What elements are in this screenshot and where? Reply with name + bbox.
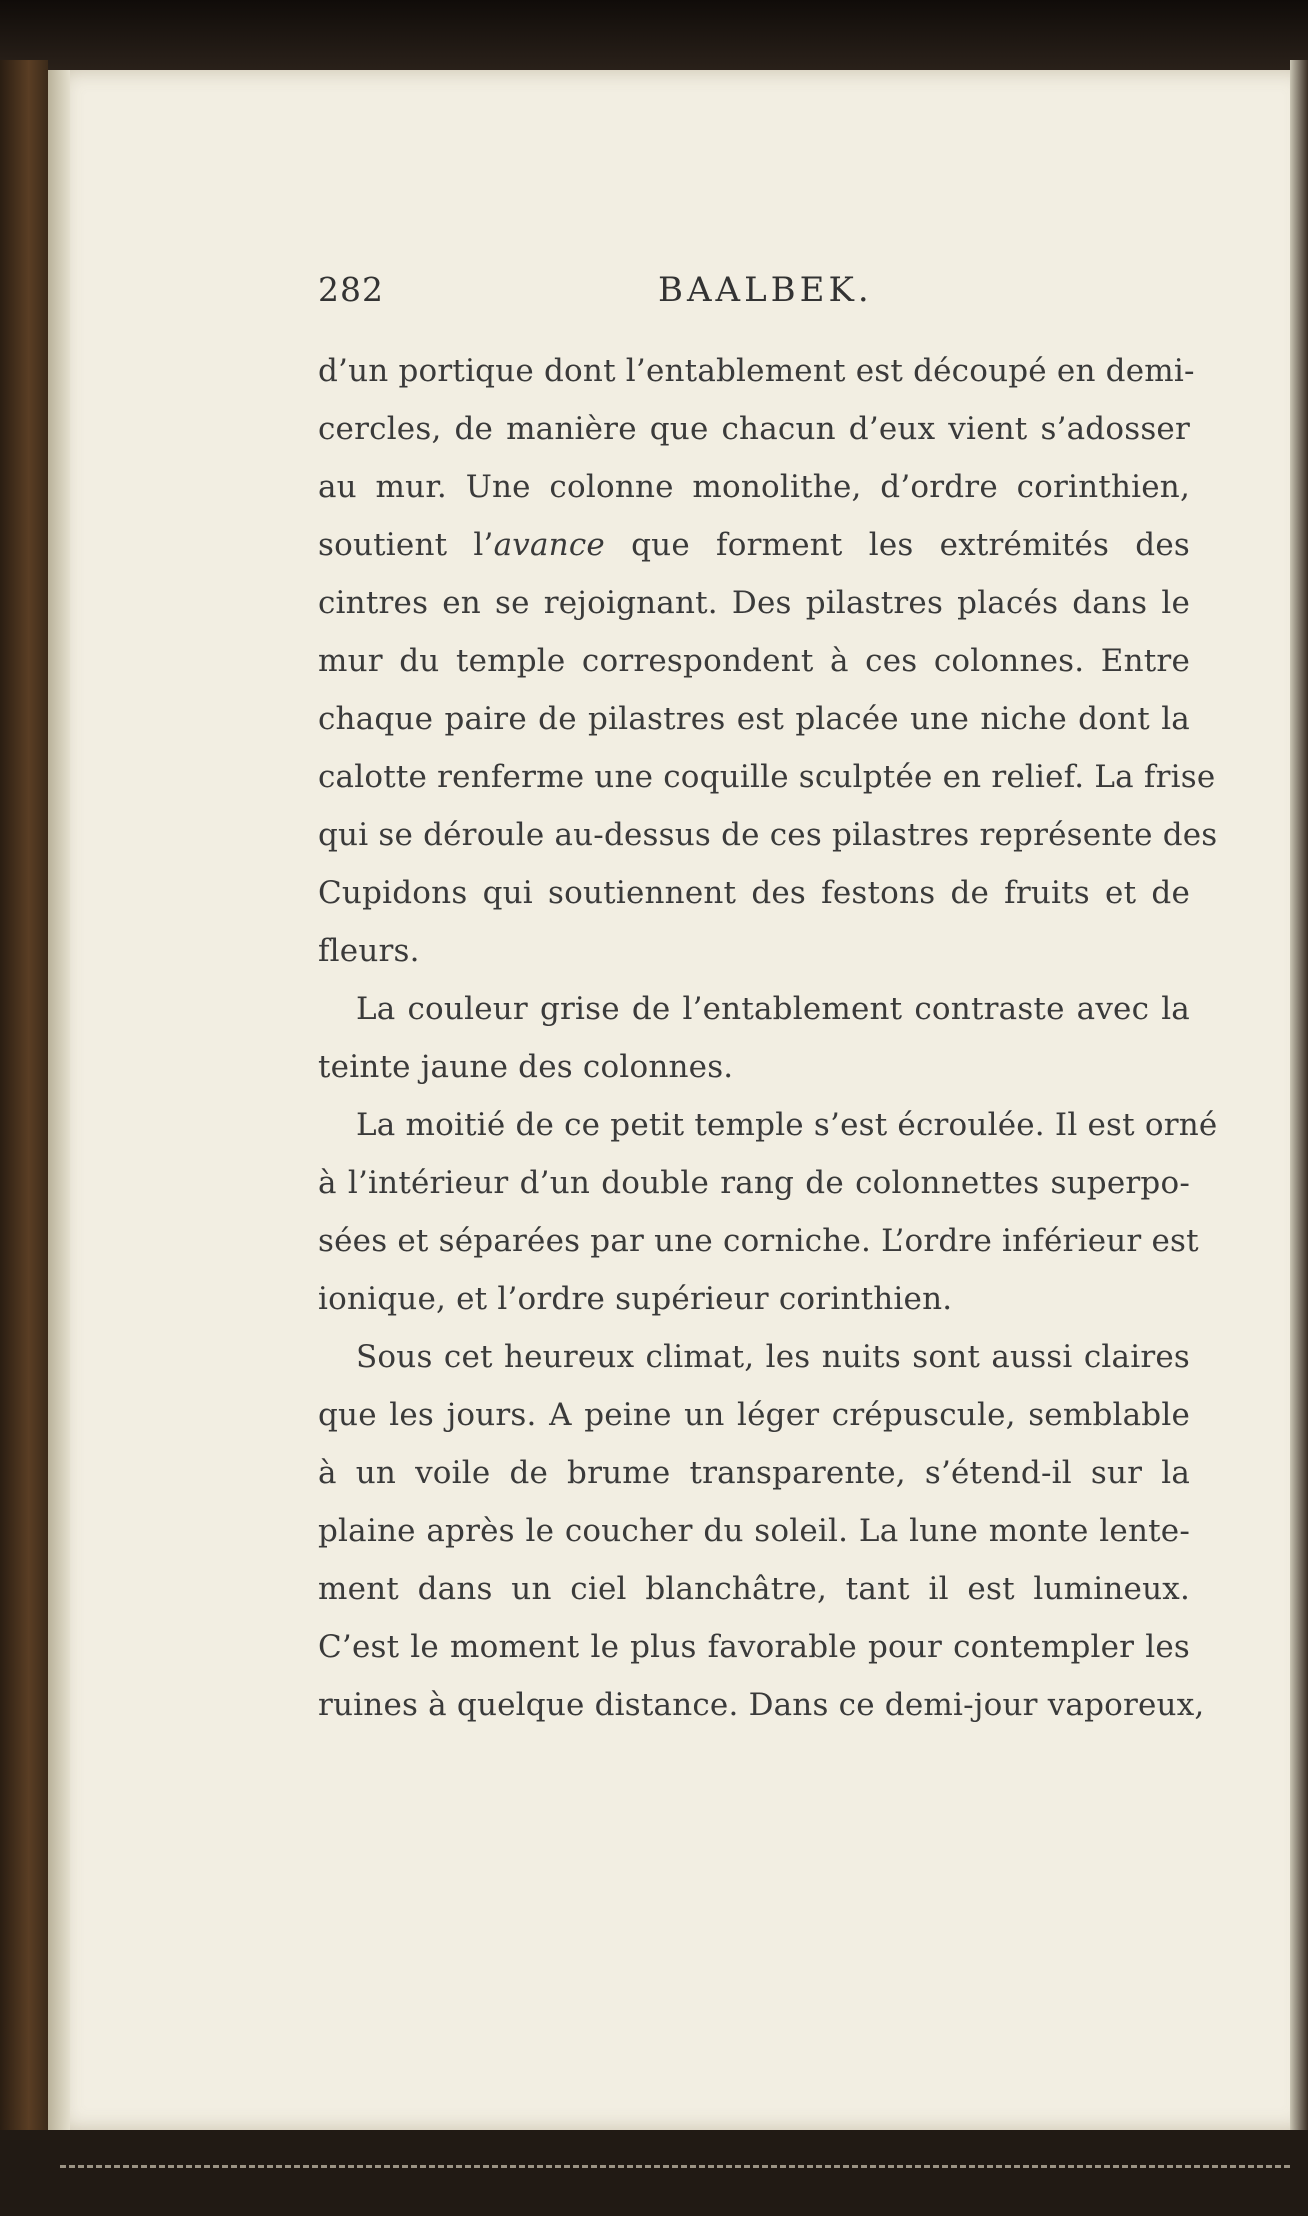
text-line: cercles, de manière que chacun d’eux vient s’adosser — [318, 411, 1190, 447]
text-line: teinte jaune des colonnes. — [318, 1049, 734, 1085]
text-line: Cupidons qui soutiennent des festons de fruits et de — [318, 875, 1190, 911]
text-line: à l’intérieur d’un double rang de colonnettes superpo- — [318, 1165, 1190, 1201]
scan-dashed-line — [60, 2165, 1290, 2168]
text-line: La couleur grise de l’entablement contraste avec la — [356, 991, 1190, 1027]
book-binding-edge — [0, 60, 48, 2216]
text-line: calotte renferme une coquille sculptée en relief. La frise — [318, 759, 1216, 795]
text-line: d’un portique dont l’entablement est découpé en demi- — [318, 353, 1195, 389]
text-line — [318, 516, 1190, 574]
text-line: cintres en se rejoignant. Des pilastres placés dans le — [318, 585, 1190, 621]
text-line: ment dans un ciel blanchâtre, tant il est lumineux. — [318, 1571, 1190, 1607]
text-line: C’est le moment le plus favorable pour contempler les — [318, 1629, 1190, 1665]
text-line: que les jours. A peine un léger crépuscule, semblable — [318, 1397, 1190, 1433]
text-line: qui se déroule au-dessus de ces pilastres représente des — [318, 817, 1218, 853]
text-line: au mur. Une colonne monolithe, d’ordre corinthien, — [318, 469, 1190, 505]
page-gutter-shadow — [48, 70, 70, 2130]
text-line: ruines à quelque distance. Dans ce demi-jour vaporeux, — [318, 1687, 1205, 1723]
paragraph — [318, 1096, 1218, 1328]
text-run: que forment les extrémités des — [604, 527, 1190, 563]
paragraph — [318, 342, 1218, 980]
page-number: 282 — [318, 270, 384, 309]
text-line: fleurs. — [318, 933, 420, 969]
text-line: ionique, et l’ordre supérieur corinthien. — [318, 1281, 953, 1317]
body-text — [318, 342, 1218, 1734]
scan-bottom-border — [0, 2130, 1308, 2216]
text-run: soutient l’ — [318, 527, 494, 563]
paragraph — [318, 1328, 1205, 1734]
paragraph — [318, 980, 1190, 1096]
italic-word: avance — [493, 527, 605, 563]
text-line: à un voile de brume transparente, s’étend-il sur la — [318, 1455, 1190, 1491]
text-line: La moitié de ce petit temple s’est écroulée. Il est orné — [356, 1107, 1218, 1143]
text-line: plaine après le coucher du soleil. La lune monte lente- — [318, 1513, 1190, 1549]
page-right-edge — [1290, 60, 1308, 2216]
text-line: sées et séparées par une corniche. L’ordre inférieur est — [318, 1223, 1199, 1259]
text-line: chaque paire de pilastres est placée une niche dont la — [318, 701, 1190, 737]
text-line: mur du temple correspondent à ces colonnes. Entre — [318, 643, 1190, 679]
text-line: Sous cet heureux climat, les nuits sont aussi claires — [356, 1339, 1190, 1375]
running-title: BAALBEK. — [658, 270, 873, 310]
scan-top-border — [0, 0, 1308, 72]
running-head — [318, 270, 1190, 320]
